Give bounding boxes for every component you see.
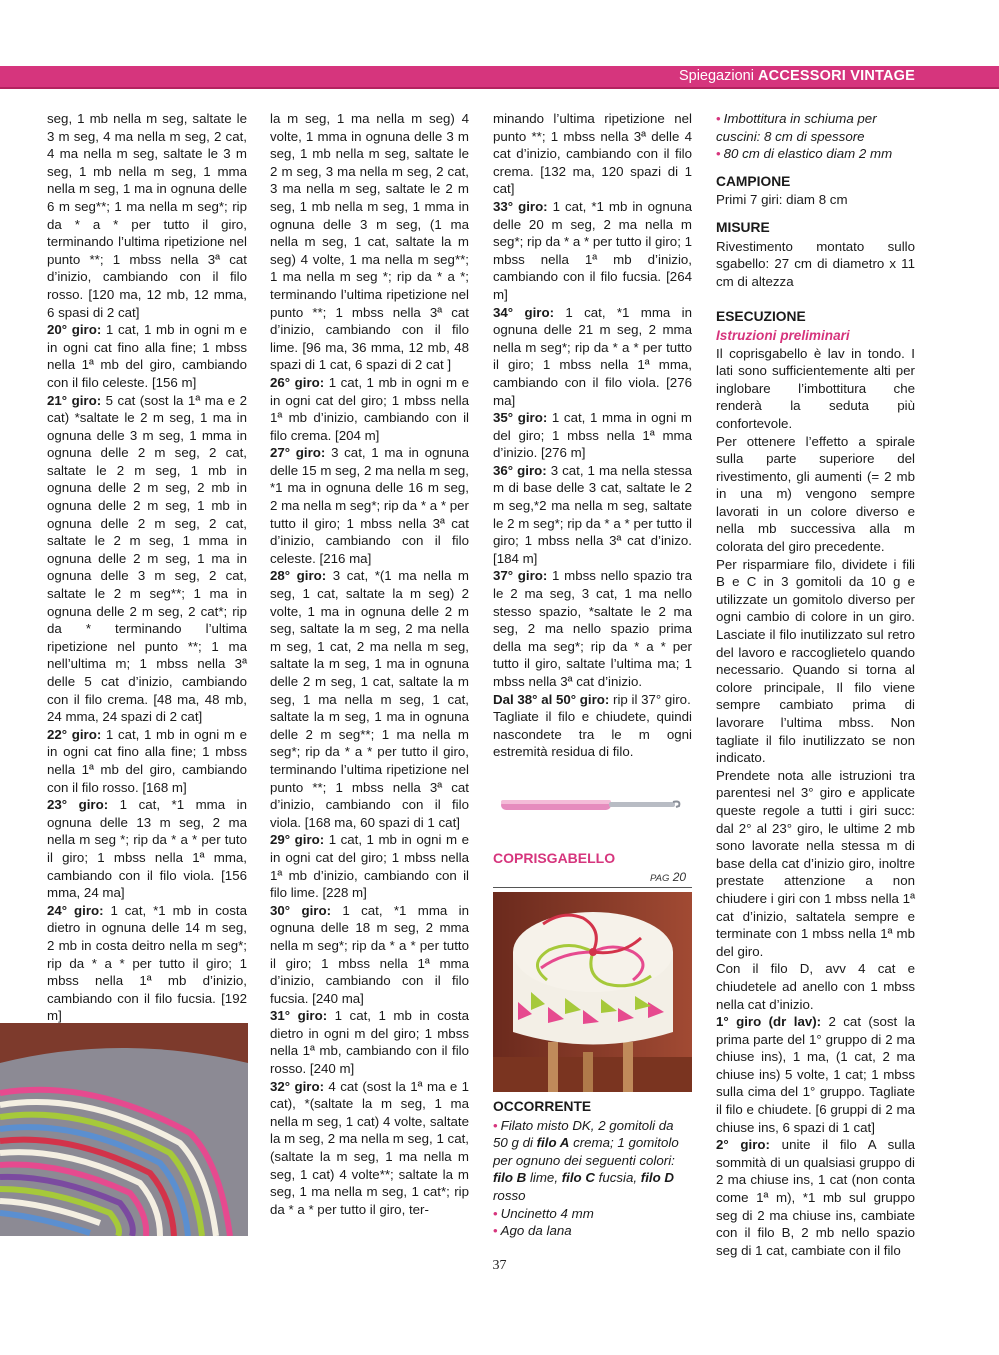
supply-item xyxy=(493,1117,692,1205)
round-text: la m seg, 1 ma nella m seg) 4 volte, 1 mma in ognuna delle 3 m seg, 1 mb nella m seg, saltate le 2 m seg, 3 ma nella m seg, 2 cat, 3 ma nella m seg, saltate le 2 m seg, 1 mb nella m seg, 1 mma in ognuna delle 3 m seg, (1 ma nella m seg, 1 cat, saltate la m seg) 4 volte, 1 ma nella m seg**; 1 ma nella m seg *; rip da * a *; terminando l’ultima ripetizione nel punto **; 1 mbss nella 3ª cat d’inizio, cambiando con il filo lime. [96 ma, 36 mma, 12 mb, 48 spazi di 1 cat, 6 spazi di 2 cat ] xyxy=(270,111,469,373)
stool-photo xyxy=(493,892,692,1092)
round-text: 1 cat, *1 mb in ognuna delle 20 m seg, 2 ma nella m seg*; rip da * a * per tutto il giro; 1 mbss nella 1ª mb d’inizio, cambiando con il filo fucsia. [264 m] xyxy=(493,198,692,302)
campione-text: Primi 7 giri: diam 8 cm xyxy=(716,192,848,208)
round-label: 29° giro: xyxy=(270,832,325,848)
bullet-icon: • xyxy=(493,1205,498,1221)
round-label: 35° giro: xyxy=(493,410,548,426)
round-label: 31° giro: xyxy=(270,1008,328,1024)
round-paragraph xyxy=(493,198,692,304)
supply-text: Imbottitura in schiuma per cuscini: 8 cm di spessore xyxy=(716,111,877,144)
round-label: 24° giro: xyxy=(47,902,104,918)
round-label: 26° giro: xyxy=(270,374,325,390)
round-paragraph xyxy=(716,1013,915,1136)
bullet-icon: • xyxy=(493,1117,498,1133)
supply-item xyxy=(716,145,915,163)
supply-text: Filato misto DK, 2 gomitoli da 50 g di xyxy=(493,1117,674,1151)
page-reference-label: PAG xyxy=(650,873,670,884)
round-text: 1 cat, 1 mma in ogni m del giro; 1 mbss nella 1ª mma d’inizio. [276 m] xyxy=(493,410,692,461)
supply-text: Uncinetto 4 mm xyxy=(500,1205,594,1221)
round-text: 3 cat, *(1 ma nella m seg, 1 cat, saltate la m seg) 2 volte, 1 ma in ognuna delle 2 m seg, saltate la m seg, 2 ma nella m seg, 1 cat, 2 ma nella m seg, saltate la m seg, 1 ma in ognuna delle 2 m seg, 1 cat, saltate la m seg, 1 ma nella m seg, 1 cat, saltate la m seg, 1 ma in ognuna delle 2 m seg**; 1 ma nella m seg*; rip da * a * per tutto il giro, terminando l’ultima ripetizione nel punto **; 1 mbss nella 3ª cat d’inizio, cambiando con il filo viola. [168 ma, 60 spazi di 1 cat] xyxy=(270,568,469,830)
round-paragraph xyxy=(47,902,247,1025)
round-paragraph xyxy=(493,567,692,690)
page-reference-number: 20 xyxy=(672,870,687,884)
text-column-2 xyxy=(270,110,469,1218)
page-reference-rule xyxy=(493,887,692,888)
misure-text: Rivestimento montato sullo sgabello: 27 cm di diametro x 11 cm di altezza xyxy=(716,238,915,289)
campione-heading: CAMPIONE xyxy=(716,173,791,189)
page-reference xyxy=(650,870,686,884)
supplies-list xyxy=(493,1117,692,1240)
supply-text: filo C xyxy=(561,1170,595,1186)
supplies-block xyxy=(493,1098,692,1240)
bullet-icon: • xyxy=(716,146,721,162)
round-paragraph xyxy=(47,392,247,726)
blanket-photo xyxy=(0,1023,248,1236)
round-text: 2 cat (sost la prima parte del 1° gruppo di 2 ma chiuse ins), 1 ma, (1 cat, 2 ma chiuse ins) 5 volte, 1 cat; 1 mbss sulla cima del 1° gruppo. Tagliate il filo e chiudete. [6 gruppi di 2 ma chiuse ins, 6 spazi di 1 cat] xyxy=(716,1014,915,1135)
round-text: 3 cat, 1 ma in ognuna delle 15 m seg, 2 ma nella m seg, *1 ma in ognuna delle 16 m seg, 2 ma nella m seg*; rip da * a * per tutto il giro; 1 mbss nella 3ª cat d’inizio, cambiando con il filo celeste. [216 ma] xyxy=(270,445,469,566)
text-column-3 xyxy=(493,110,692,761)
instruction-paragraph: Per risparmiare filo, dividete i fili B e C in 3 gomitoli da 10 g e utilizzate un gomitolo diverso per ogni cambio di colore in un giro. Lasciate il filo inutilizzato sul retro del lavoro e raccoglietelo quando necessario. Quando si torna al colore principale, Il filo viene sempre cambiato prima di lavorare l’ultima mbss. Non tagliate il filo inutilizzato se non indicato. xyxy=(716,556,915,766)
supply-text: filo D xyxy=(640,1170,675,1186)
text-column-4 xyxy=(716,110,915,1259)
header-label xyxy=(679,68,915,84)
round-label: 21° giro: xyxy=(47,392,102,408)
bullet-icon: • xyxy=(716,111,721,126)
round-label: 30° giro: xyxy=(270,902,331,918)
instruction-paragraph: Prendete nota alle istruzioni tra parentesi nel 3° giro e applicate queste regole a tutti i giri succ: dal 2° al 23° giro, le ultime 2 mb sono lavorate nella stessa m di base della cat d’inizio giro, inoltre prestate attenzione a non chiudere i giri con 1 mbss nella 1ª cat d’inizio, saltatela sempre e terminate con 1 mbss nella 1ª mb del giro. xyxy=(716,767,915,959)
round-text: 5 cat (sost la 1ª ma e 2 cat) *saltate le 2 m seg, 1 ma in ognuna delle 3 m seg, 1 mma in ognuna delle 2 m seg, 2 cat, saltate le 2 m seg, 1 mb in ognuna delle 2 m seg, 2 mb in ognuna delle 2 m seg, 1 mb in ognuna delle 2 m seg, 2 cat, saltate le 2 m seg, 1 mma in ognuna delle 2 m seg, 1 ma in ognuna delle 3 m seg, 2 cat, saltate le 2 m seg**; 1 ma in ognuna delle 2 m seg, 2 cat*; rip da * terminando l’ultima ripetizione nel punto **; 1 ma nell’ultima m; 1 mbss nella 3ª delle 5 cat d’inizio, cambiando con il filo crema. [48 ma, 48 mb, 24 mma, 24 spazi di 2 cat] xyxy=(47,392,248,725)
round-text: 1 cat, *1 mma in ognuna delle 21 m seg, 2 mma nella m seg*; rip da * a * per tutto il giro; 1 mbss nella 1ª mma, cambiando con il filo viola. [276 ma] xyxy=(493,304,693,408)
round-text: 3 cat, 1 ma nella stessa m di base delle 3 cat, saltate le 2 m seg,*2 ma nella m seg, saltate le 2 m seg*; rip da * a * per tutto il giro; 1 mbss nella 3ª cat d’inizo. [184 m] xyxy=(493,462,692,566)
round-label: 27° giro: xyxy=(270,445,326,461)
supply-text: filo B xyxy=(493,1170,527,1186)
round-text: 1 cat, *1 mma in ognuna delle 13 m seg, 2 ma nella m seg *; rip da * a * per tuto il giro; 1 mbss nella 1ª mma, cambiando con il filo viola. [156 mma, 24 ma] xyxy=(47,797,248,901)
round-paragraph xyxy=(493,462,692,568)
supply-text: fucsia, xyxy=(594,1170,641,1186)
round-text: 1 cat, *1 mb in costa dietro in ognuna delle 14 m seg, 2 mb in costa deitro nella m seg*; rip da * a * per tutto il giro; 1 mbss nella 1ª mb d’inizio, cambiando con il filo fucsia. [192 m] xyxy=(47,902,247,1024)
page-number: 37 xyxy=(492,1258,507,1273)
supplies-list-continued xyxy=(716,110,915,163)
misure-heading: MISURE xyxy=(716,219,770,235)
round-text: minando l’ultima ripetizione nel punto **; 1 mbss nella 3ª delle 4 cat d’inizio, cambiando con il filo crema. [132 ma, 120 spazi di 1 cat] xyxy=(493,111,692,197)
text-column-1 xyxy=(47,110,247,1042)
round-paragraph xyxy=(270,110,469,374)
round-paragraph xyxy=(270,374,469,444)
round-text: unite il filo A sulla sommità di un qualsiasi gruppo di 2 ma chiuse ins, 1 cat (non conta come 1ª m), *1 mb sul gruppo seg di 2 ma chiuse ins, cambiate con il filo B, 2 mb nello spazio seg di 1 cat, cambiate con il filo xyxy=(716,1137,915,1258)
supply-text: filo A xyxy=(536,1135,570,1151)
round-paragraph xyxy=(493,409,692,462)
round-paragraph xyxy=(270,831,469,901)
round-label: 32° giro: xyxy=(270,1078,325,1094)
round-label: 22° giro: xyxy=(47,726,102,742)
instruction-paragraph: Per ottenere l’effetto a spirale sulla parte superiore del rivestimento, gli aumenti (= 2 mb in una m) vengono sempre lavorati in un colore diverso e nella mb successiva alla m colorata del giro precedente. xyxy=(716,433,915,555)
round-text: seg, 1 mb nella m seg, saltate le 3 m seg, 4 ma nella m seg, 2 cat, 4 ma nella m seg, saltate le 3 m seg, 1 mb nella m seg, 1 mma nella m seg, 1 ma in ognuna delle 6 m seg**; 1 ma nella m seg*; rip da * a * per tutto il giro, terminando l’ultima ripetizione nel punto **; 1 mbss nella 3ª cat d’inizio, cambiando con il filo rosso. [120 ma, 12 mb, 12 mma, 6 spasi di 2 cat] xyxy=(47,111,247,320)
round-paragraph xyxy=(270,1007,469,1077)
header-bar xyxy=(0,66,999,89)
instruction-paragraph: Con il filo D, avv 4 cat e chiudetele ad anello con 1 mbss nella cat d’inizio. xyxy=(716,961,915,1012)
round-paragraph xyxy=(716,1136,915,1259)
round-paragraph xyxy=(47,726,247,796)
round-label: 23° giro: xyxy=(47,797,109,813)
round-label: 20° giro: xyxy=(47,322,102,338)
supply-text: rosso xyxy=(493,1187,526,1203)
round-paragraph xyxy=(47,321,247,391)
round-label: 33° giro: xyxy=(493,198,548,214)
round-paragraph xyxy=(270,902,469,1008)
round-label: 28° giro: xyxy=(270,568,327,584)
supply-text: crema; 1 gomitolo per ognuno dei seguenti colori: xyxy=(493,1135,679,1168)
round-text: Tagliate il filo e chiudete, quindi nascondete tra le m ogni estremità residua di filo. xyxy=(493,709,692,760)
round-text: 1 cat, 1 mb in ogni m e in ogni cat del giro; 1 mbss nella 1ª mb d’inizio, cambiando con il filo lime. [228 m] xyxy=(270,832,469,901)
rounds-list xyxy=(716,1013,915,1259)
instructions-paragraphs xyxy=(716,345,915,1014)
header-prefix: Spiegazioni xyxy=(678,68,754,84)
round-text: 1 cat, 1 mb in ogni m e in ogni cat del giro; 1 mbss nella 1ª mb d’inizio, cambiando con il filo crema. [204 m] xyxy=(270,374,469,443)
round-text: 1 cat, 1 mb in costa dietro in ogni m del giro; 1 mbss nella 1ª mb, cambiando con il filo rosso. [240 m] xyxy=(270,1008,469,1077)
round-text: 1 cat, 1 mb in ogni m e in ogni cat fino alla fine; 1 mbss nella 1ª mb del giro, cambiando con il filo rosso. [168 m] xyxy=(47,726,247,795)
supply-text: Ago da lana xyxy=(500,1223,572,1239)
round-text: 4 cat (sost la 1ª ma e 1 cat), *(saltate la m seg, 1 ma nella m seg, 1 cat) 4 volte, saltate la m seg, 2 ma nella m seg, 1 cat, (saltate la m seg, 1 ma nella m seg, 1 cat) 4 volte**; saltate la m seg, 1 ma nella m seg, 1 cat*; rip da * a * per tutto il giro, ter- xyxy=(270,1078,470,1217)
round-paragraph xyxy=(47,796,247,902)
round-label: 36° giro: xyxy=(493,462,547,478)
supply-text: lime, xyxy=(526,1170,562,1186)
round-text: 1 cat, *1 mma in ognuna delle 18 m seg, 2 mma nella m seg*; rip da * a * per tutto il giro; 1 mbss nella 1ª mma d’inizio, cambiando con il filo fucsia. [240 ma] xyxy=(270,902,470,1006)
round-label: 1° giro (dr lav): xyxy=(716,1014,822,1030)
round-label: 2° giro: xyxy=(716,1137,770,1153)
crochet-hook-image xyxy=(493,790,692,820)
round-paragraph xyxy=(270,1078,469,1219)
supply-item xyxy=(493,1205,692,1223)
bullet-icon: • xyxy=(493,1223,498,1239)
round-label: Dal 38° al 50° giro: xyxy=(493,691,610,707)
round-paragraph xyxy=(270,567,469,831)
header-section: ACCESSORI VINTAGE xyxy=(757,68,915,84)
round-paragraph xyxy=(47,110,247,321)
supply-item xyxy=(716,110,915,145)
round-paragraph xyxy=(493,110,692,198)
round-text: 1 cat, 1 mb in ogni m e in ogni cat fino alla fine; 1 mbss nella 1ª mb del giro, cambiando con il filo celeste. [156 m] xyxy=(47,322,247,390)
esecuzione-heading: ESECUZIONE xyxy=(716,309,806,325)
supply-item xyxy=(493,1222,692,1240)
round-paragraph xyxy=(270,444,469,567)
round-paragraph xyxy=(493,691,692,709)
occorrente-heading: OCCORRENTE xyxy=(493,1099,592,1114)
round-paragraph xyxy=(493,304,692,410)
supply-text: 80 cm di elastico diam 2 mm xyxy=(723,146,893,162)
round-text: rip il 37° giro. xyxy=(609,691,691,707)
istruzioni-heading: Istruzioni preliminari xyxy=(716,327,850,343)
round-label: 37° giro: xyxy=(493,568,548,584)
project-title: COPRISGABELLO xyxy=(493,850,616,866)
round-paragraph xyxy=(493,708,692,761)
instruction-paragraph: Il coprisgabello è lav in tondo. I lati sono sufficientemente alti per inglobare l’imbottitura che renderà la seduta più confortevole. xyxy=(716,345,915,431)
round-label: 34° giro: xyxy=(493,304,554,320)
round-text: 1 mbss nello spazio tra le 2 ma seg, 3 cat, 1 ma nello stesso spazio, *saltate le 2 ma seg, 2 ma nello spazio prima della ma seg*; rip da * a * per tutto il giro, saltate l’ultima ma; 1 mbss nella 3ª cat d’inizio. xyxy=(493,568,692,689)
